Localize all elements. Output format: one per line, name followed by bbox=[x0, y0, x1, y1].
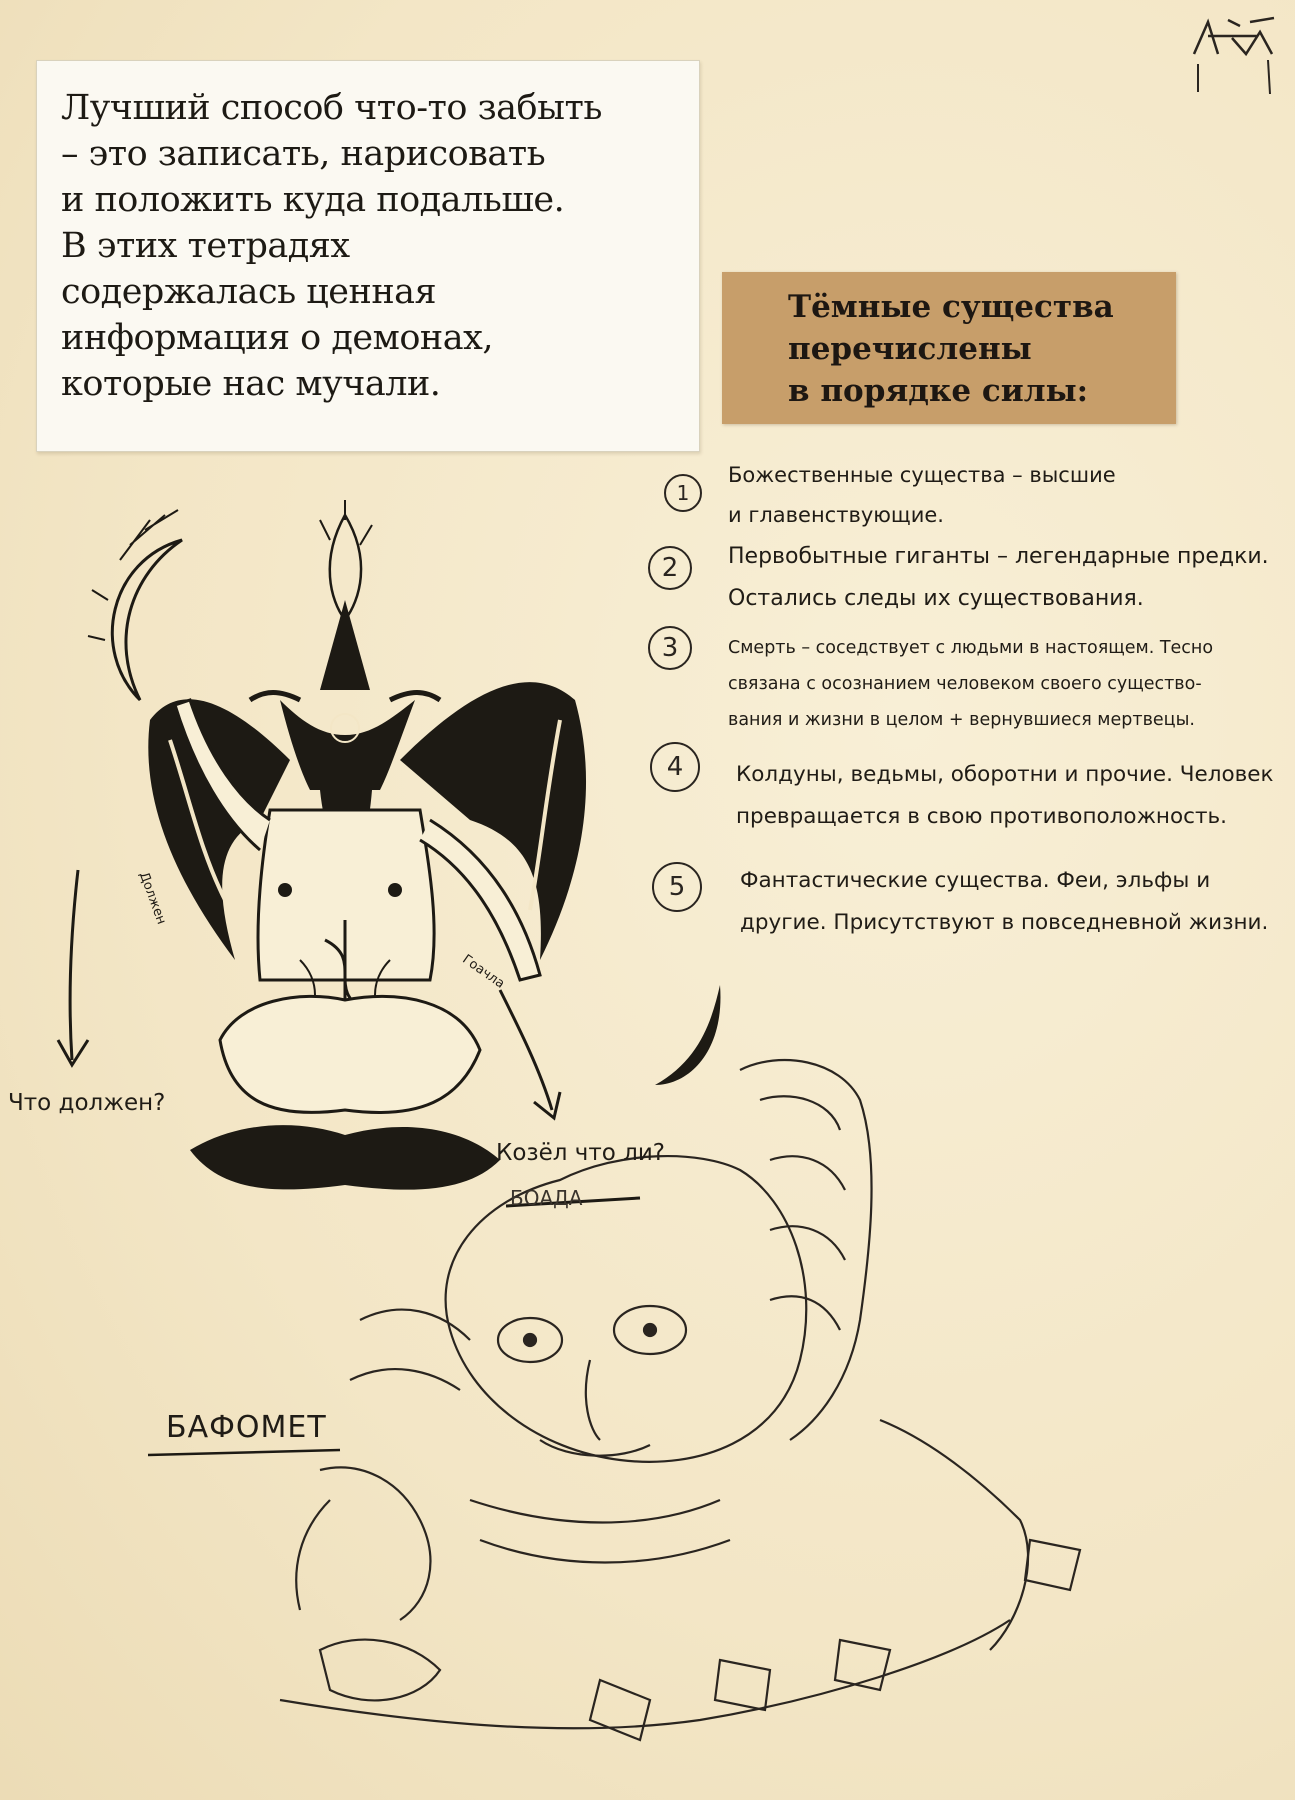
annotation-question-right: Козёл что ли? bbox=[496, 1140, 666, 1166]
annotation-arm-left: Должен bbox=[135, 870, 169, 927]
list-number-1: 1 bbox=[664, 474, 702, 512]
annotation-strikethrough: БОАДА bbox=[510, 1186, 583, 1210]
baphomet-caption: БАФОМЕТ bbox=[166, 1410, 327, 1445]
list-item-5: Фантастические существа. Феи, эльфы и другие. Присутствуют в повседневной жизни. bbox=[740, 868, 1269, 935]
list-item-4: Колдуны, ведьмы, оборотни и прочие. Человек превращается в свою противоположность. bbox=[736, 762, 1274, 829]
list-number-5: 5 bbox=[652, 862, 702, 912]
crescent-moon-right bbox=[655, 985, 720, 1085]
annotation-arm-right: Гоачла bbox=[459, 952, 508, 992]
list-item-2: Первобытные гиганты – легендарные предки. Остались следы их существования. bbox=[728, 544, 1269, 611]
arrow-left bbox=[58, 870, 88, 1065]
list-item-1: Божественные существа – высшие и главенствующие. bbox=[728, 463, 1116, 527]
list-title-text: Тёмные существа перечислены в порядке силы: bbox=[788, 289, 1114, 409]
caption-underline bbox=[148, 1450, 340, 1455]
crescent-moon-left bbox=[88, 510, 182, 700]
list-item-3: Смерть – соседствует с людьми в настоящем. Тесно связана с осознанием человеком своего существо- вания и жизни в целом + вернувшиеся мертвецы. bbox=[728, 638, 1214, 730]
baphomet-figure bbox=[148, 500, 586, 1190]
list-number-3: 3 bbox=[648, 626, 692, 670]
annotation-question-left: Что должен? bbox=[8, 1090, 166, 1116]
list-number-4: 4 bbox=[650, 742, 700, 792]
list-number-2: 2 bbox=[648, 546, 692, 590]
intro-note-text: Лучший способ что-то забыть – это записать, нарисовать и положить куда подальше. В этих тетрадях содержалась ценная информация о демонах, которые нас мучали. bbox=[61, 88, 602, 404]
arrow-right bbox=[500, 990, 560, 1118]
